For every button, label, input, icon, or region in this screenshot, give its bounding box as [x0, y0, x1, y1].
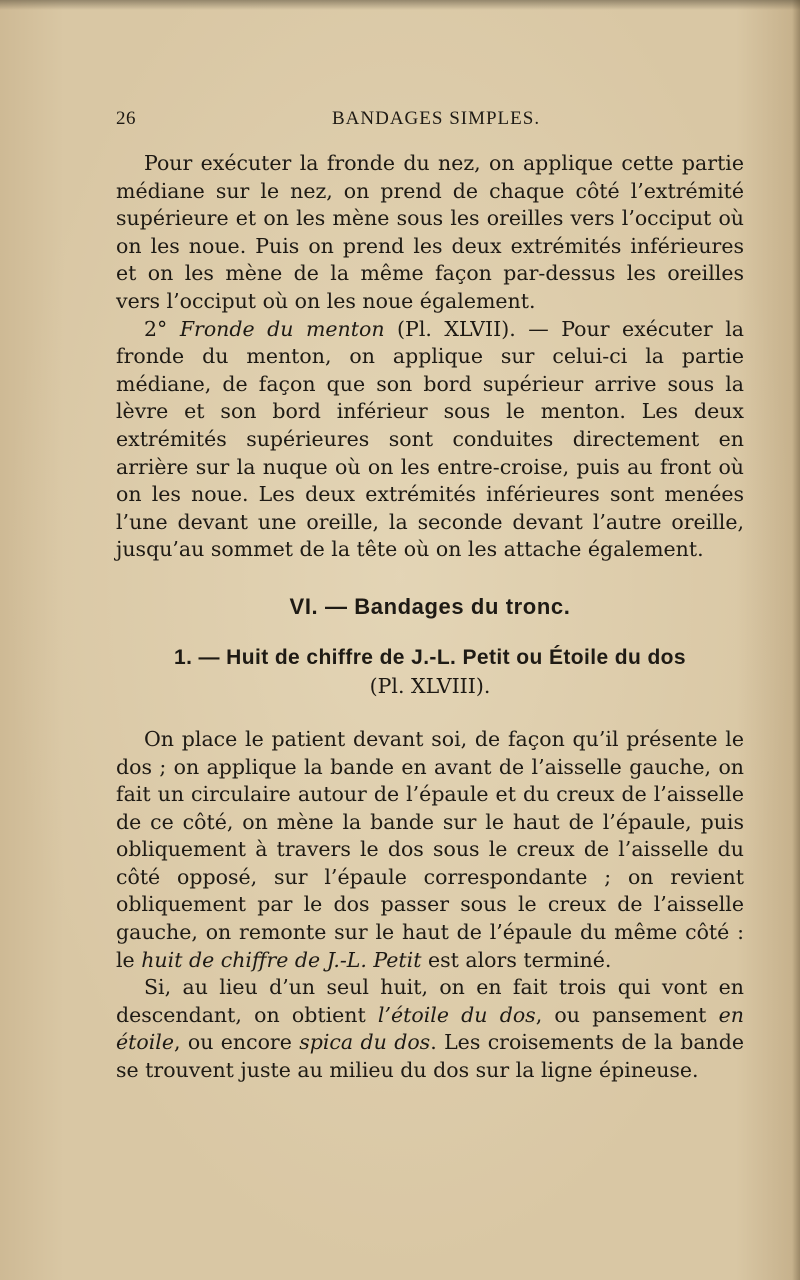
term-spica-du-dos: spica du dos: [299, 1030, 431, 1055]
paragraph-huit-end: est alors terminé.: [428, 947, 612, 972]
paragraph-fronde-menton: [116, 316, 744, 564]
paragraph-huit-de-chiffre: [116, 726, 744, 974]
page-top-shadow: [0, 0, 800, 10]
page-right-shadow: [792, 0, 800, 1280]
book-page: [116, 108, 744, 1085]
paragraph-etoile-text-c: , ou encore: [173, 1030, 292, 1055]
running-head: [116, 108, 744, 136]
paragraph-etoile-text-a: Si, au lieu d’un seul huit, on en fait trois qui vont en descendant, on obtient: [116, 975, 744, 1027]
term-en-etoile: en étoile: [116, 1002, 744, 1055]
term-huit-de-chiffre: huit de chiffre de J.-L. Petit: [141, 947, 422, 972]
term-fronde-menton: Fronde du menton: [179, 316, 385, 341]
paragraph-etoile-du-dos: [116, 974, 744, 1084]
running-title: BANDAGES SIMPLES.: [332, 108, 541, 129]
subsection-title: 1. — Huit de chiffre de J.-L. Petit ou Étoile du dos: [173, 645, 686, 669]
paragraph-etoile-text-d: . Les croisements de la bande se trouvent juste au milieu du dos sur la ligne épineuse.: [116, 1030, 744, 1083]
page-number: 26: [116, 108, 136, 129]
paragraph-fronde-menton-text: (Pl. XLVII). — Pour exécuter la fronde du menton, on applique sur celui-ci la partie médiane, de façon que son bord supérieur arrive sous la lèvre et son bord inférieur sous le menton. Les deux extrémités supérieures sont conduites directement en arrière sur la nuque où on les entre-croise, puis au front où on les noue. Les deux extrémités inférieures sont menées l’une devant une oreille, la seconde devant l’autre oreille, jusqu’au sommet de la tête où on les attache également.: [116, 316, 744, 562]
item-number: 2°: [144, 316, 168, 341]
subsection-heading: [116, 644, 744, 700]
paragraph-fronde-nez: Pour exécuter la fronde du nez, on applique cette partie médiane sur le nez, on prend de chaque côté l’extrémité supérieure et on les mène sous les oreilles vers l’occiput où on les noue. Puis on prend les deux extrémités inférieures et on les mène de la même façon par-dessus les oreilles vers l’occiput où on les noue également.: [116, 151, 744, 313]
term-etoile-du-dos: l’étoile du dos: [377, 1002, 536, 1027]
paragraph-etoile-text-b: , ou pansement: [535, 1002, 707, 1027]
subsection-plate-ref: (Pl. XLVIII).: [369, 673, 491, 698]
section-title: VI. — Bandages du tronc.: [289, 593, 571, 619]
paragraph-huit-text: On place le patient devant soi, de façon qu’il présente le dos ; on applique la bande en avant de l’aisselle gauche, on fait un circulaire autour de l’épaule et du creux de l’aisselle de ce côté, on mène la bande sur le haut de l’épaule, puis obliquement à travers le dos sous le creux de l’aisselle du côté opposé, sur l’épaule correspondante ; on revient obliquement par le dos passer sous le creux de l’aisselle gauche, on remonte sur le haut de l’épaule du même côté : le: [116, 726, 744, 972]
